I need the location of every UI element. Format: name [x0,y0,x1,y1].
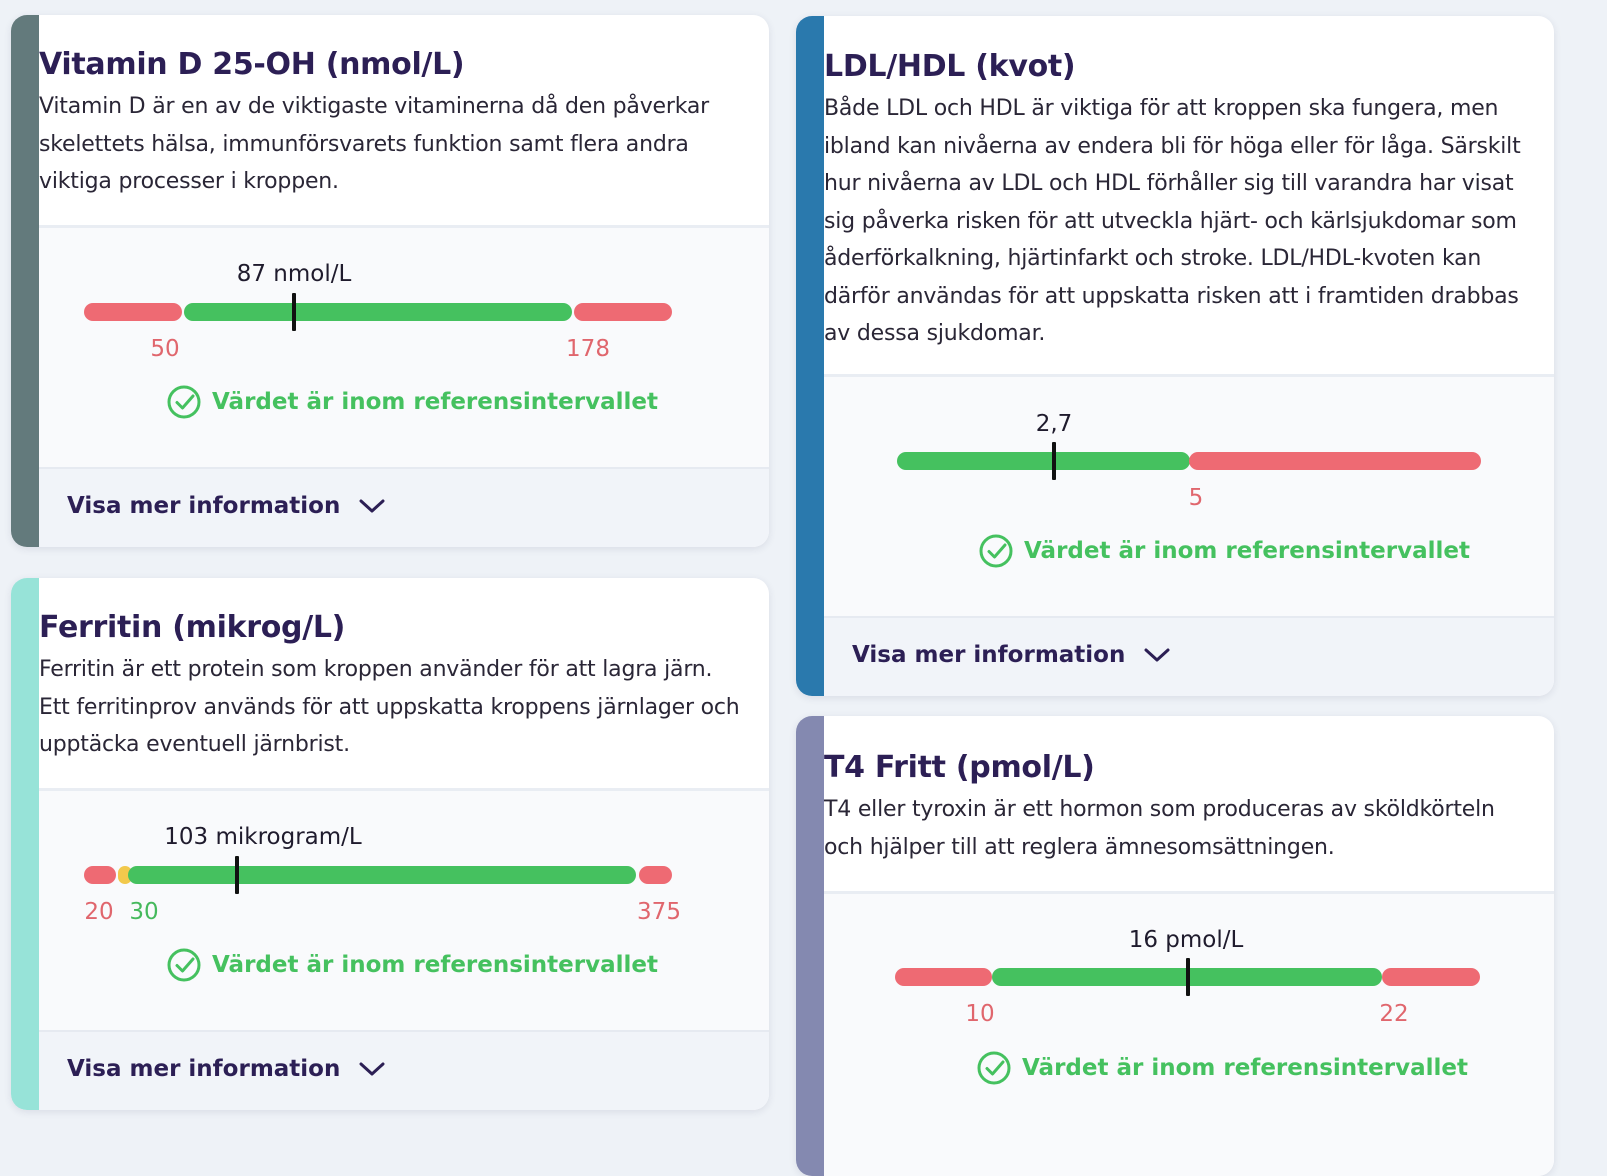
range-high-segment [1382,968,1480,986]
show-more-label: Visa mer information [852,642,1126,668]
result-value-label: 2,7 [1035,411,1073,437]
range-low-segment [84,866,116,884]
status-text: Värdet är inom referensintervallet [212,389,658,415]
result-value-label: 87 nmol/L [236,261,352,287]
card-title: LDL/HDL (kvot) [824,49,1076,84]
check-circle-icon [166,947,202,983]
status-text: Värdet är inom referensintervallet [1024,538,1470,564]
vitamin-d-card [11,15,769,547]
status-text: Värdet är inom referensintervallet [212,952,658,978]
range-high-segment [574,303,672,321]
reference-range [39,228,769,468]
range-tick-high: 375 [637,899,681,925]
result-value-label: 103 mikrogram/L [164,824,362,850]
status-message [976,1050,1468,1086]
show-more-button[interactable] [67,493,386,519]
status-message [166,384,658,420]
range-low-segment [895,968,992,986]
range-high-segment [1189,452,1481,470]
card-footer [39,467,769,547]
range-normal-segment [128,866,636,884]
status-message [978,533,1470,569]
result-marker [1052,442,1056,480]
result-marker [292,293,296,331]
show-more-label: Visa mer information [67,1056,341,1082]
check-circle-icon [978,533,1014,569]
card-footer [39,1030,769,1110]
range-high-segment [639,866,672,884]
chevron-down-icon [358,496,386,516]
card-description: Ferritin är ett protein som kroppen använder för att lagra järn. Ett ferritinprov används för att uppskatta kroppens järnlager och upptäcka eventuell järnbrist. [39,657,740,757]
range-tick-low: 20 [84,899,114,925]
chevron-down-icon [358,1059,386,1079]
check-circle-icon [166,384,202,420]
card-footer [824,616,1554,696]
range-tick-high: 5 [1188,485,1204,511]
ldl-hdl-card [796,16,1554,696]
status-text: Värdet är inom referensintervallet [1022,1055,1468,1081]
range-tick-normal-low: 30 [129,899,159,925]
card-title: T4 Fritt (pmol/L) [824,750,1095,785]
card-description: Både LDL och HDL är viktiga för att kroppen ska fungera, men ibland kan nivåerna av endera bli för höga eller för låga. Särskilt hur nivåerna av LDL och HDL förhåller sig till varandra har visat sig påverka risken för att utveckla hjärt- och kärlsjukdomar som åderförkalkning, hjärtinfarkt och stroke. LDL/HDL-kvoten kan därför användas för att uppskatta risken att i framtiden drabbas av dessa sjukdomar. [824,96,1521,346]
card-description: Vitamin D är en av de viktigaste vitaminerna då den påverkar skelettets hälsa, immunförsvarets funktion samt flera andra viktiga processer i kroppen. [39,94,709,194]
card-title: Vitamin D 25-OH (nmol/L) [39,47,465,82]
show-more-button[interactable] [67,1056,386,1082]
check-circle-icon [976,1050,1012,1086]
range-normal-segment [897,452,1190,470]
card-accent-stripe [11,15,39,547]
show-more-label: Visa mer information [67,493,341,519]
chevron-down-icon [1143,645,1171,665]
card-accent-stripe [796,716,824,1176]
card-accent-stripe [11,578,39,1110]
result-marker [235,856,239,894]
show-more-button[interactable] [852,642,1171,668]
ferritin-card [11,578,769,1110]
card-description: T4 eller tyroxin är ett hormon som produceras av sköldkörteln och hjälper till att reglera ämnesomsättningen. [824,797,1495,860]
card-title: Ferritin (mikrog/L) [39,610,346,645]
range-low-segment [84,303,182,321]
card-accent-stripe [796,16,824,696]
range-tick-low: 10 [965,1001,995,1027]
status-message [166,947,658,983]
range-tick-low: 50 [150,336,180,362]
reference-range [824,894,1554,1176]
result-marker [1186,958,1190,996]
reference-range [824,377,1554,617]
t4-card [796,716,1554,1176]
range-normal-segment [184,303,572,321]
range-tick-high: 22 [1379,1001,1409,1027]
range-tick-high: 178 [566,336,610,362]
result-value-label: 16 pmol/L [1128,927,1244,953]
reference-range [39,791,769,1031]
